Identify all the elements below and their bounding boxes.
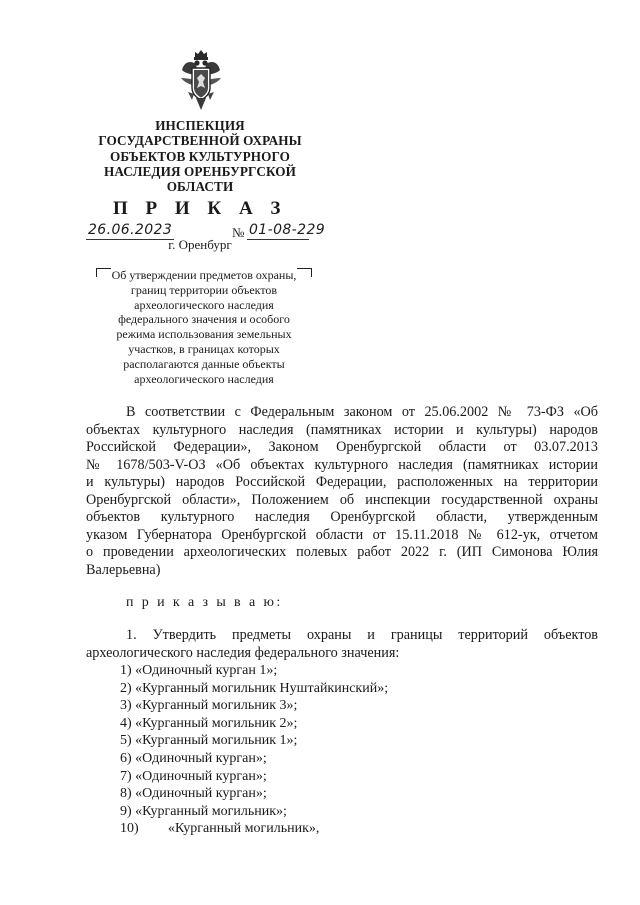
- org-line: ОБЛАСТИ: [166, 179, 234, 195]
- item-text: «Одиночный курган»;: [135, 750, 267, 766]
- list-item: [120, 662, 388, 680]
- list-item: [120, 768, 388, 786]
- point-1-line: 1. Утвердить предметы охраны и границы территорий объектов: [126, 627, 598, 643]
- item-number: 3): [120, 698, 132, 714]
- preamble-line: Валерьевна): [86, 561, 161, 578]
- item-number: 7): [120, 768, 132, 784]
- item-number: 5): [120, 733, 132, 749]
- item-number: 1): [120, 663, 132, 678]
- list-item: [120, 697, 388, 715]
- preamble-line: объектов культурного наследия Оренбургской области, утвержденным: [86, 509, 598, 525]
- item-number: 8): [120, 786, 132, 802]
- org-line: ОБЪЕКТОВ КУЛЬТУРНОГО: [109, 148, 291, 164]
- preamble-line: Оренбургской области», Положением об инспекции государственной охраны: [86, 491, 598, 508]
- preamble-line: № 1678/503-V-ОЗ «Об объектах культурного наследия (памятниках истории: [86, 456, 598, 473]
- org-line: ИНСПЕКЦИЯ: [155, 118, 245, 133]
- subject-line: археологического наследия: [134, 371, 274, 386]
- item-number: 9): [120, 803, 132, 819]
- preamble-line: указом Губернатора Оренбургской области от 15.11.2018 № 612-ук, отчетом: [86, 526, 598, 543]
- item-text: «Курганный могильник»;: [135, 803, 287, 819]
- point-1-line: археологического наследия федерального значения:: [86, 644, 400, 661]
- list-item: [120, 803, 388, 821]
- item-number: 2): [120, 680, 132, 696]
- document-type-title: П Р И К А З: [113, 198, 287, 219]
- city-name: г. Оренбург: [168, 237, 232, 252]
- order-number: 01-08-229: [249, 222, 326, 238]
- item-text: «Курганный могильник 3»;: [135, 698, 298, 714]
- item-text: «Одиночный курган 1»;: [135, 663, 278, 678]
- objects-list: [120, 662, 388, 838]
- item-text: «Курганный могильник Нуштайкинский»;: [135, 680, 389, 696]
- list-item: [120, 732, 388, 750]
- item-text: «Одиночный курган»;: [135, 786, 267, 802]
- preamble-line: Российской Федерации», Законом Оренбургской области от 03.07.2013: [86, 439, 598, 455]
- list-item: [120, 750, 388, 768]
- list-item: [120, 820, 388, 838]
- subject-line: располагаются данные объекты: [123, 356, 285, 371]
- preamble-line: объектах культурного наследия (памятниках истории и культуры) народов: [86, 421, 598, 438]
- org-line: ГОСУДАРСТВЕННОЙ ОХРАНЫ: [98, 133, 302, 149]
- item-number: 4): [120, 715, 132, 731]
- preamble-line: и культуры) народов Российской Федерации, расположенных на территории: [86, 474, 598, 490]
- item-number: 6): [120, 750, 132, 766]
- preamble-line: о проведении археологических полевых работ 2022 г. (ИП Симонова Юлия: [86, 544, 598, 560]
- org-line: НАСЛЕДИЯ ОРЕНБУРГСКОЙ: [103, 163, 297, 179]
- preamble-line: В соответствии с Федеральным законом от 25.06.2002 № 73-ФЗ «Об: [126, 404, 598, 420]
- subject-line: участков, в границах которых: [128, 341, 280, 356]
- list-item: [120, 785, 388, 803]
- order-date: 26.06.2023: [88, 222, 173, 238]
- item-number: 10): [120, 821, 139, 837]
- order-subject: [99, 268, 309, 386]
- coat-of-arms-icon: [178, 48, 224, 120]
- subject-line: границ территории объектов: [130, 282, 278, 297]
- point-1-paragraph: [86, 627, 598, 662]
- item-text: «Одиночный курган»;: [135, 768, 267, 784]
- number-sign: №: [232, 225, 245, 240]
- subject-line: археологического наследия: [134, 297, 274, 312]
- preamble-paragraph: [86, 404, 598, 579]
- decree-word: п р и к а з ы в а ю:: [126, 595, 283, 610]
- subject-line: Об утверждении предметов охраны,: [111, 268, 297, 282]
- item-text: «Курганный могильник»,: [168, 821, 320, 837]
- organization-name: [76, 118, 324, 194]
- list-item: [120, 715, 388, 733]
- subject-line: федерального значения и особого: [118, 312, 290, 327]
- subject-line: режима использования земельных: [116, 327, 292, 342]
- item-text: «Курганный могильник 2»;: [135, 715, 298, 731]
- item-text: «Курганный могильник 1»;: [135, 733, 298, 749]
- list-item: [120, 680, 388, 698]
